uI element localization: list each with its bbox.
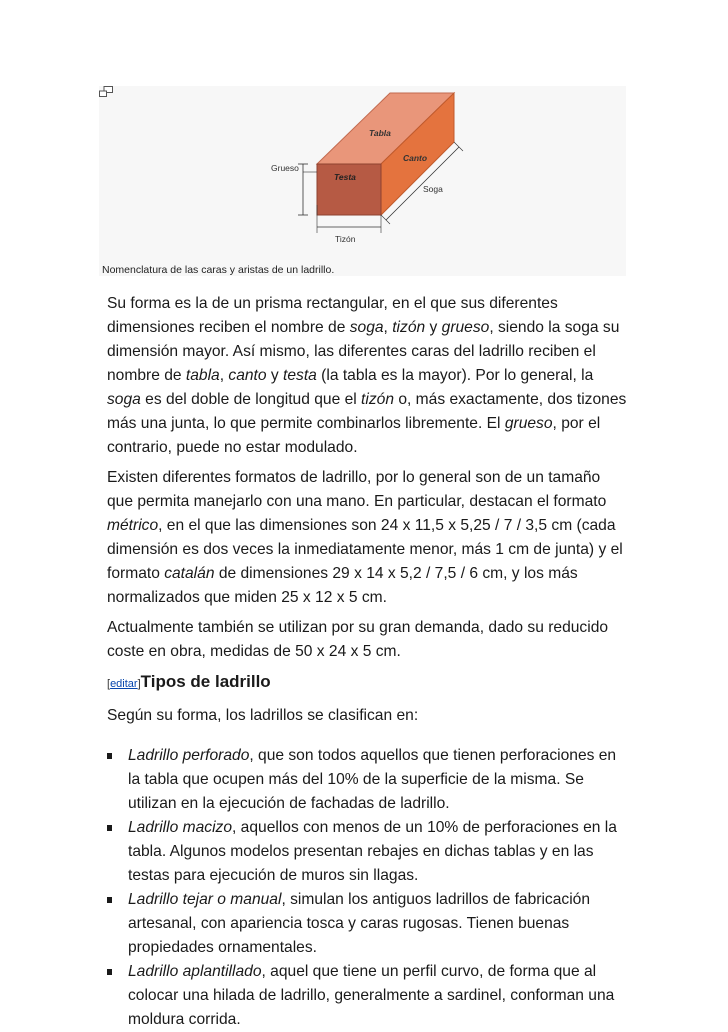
label-tabla: Tabla bbox=[369, 128, 391, 138]
edit-bracket-open: [ bbox=[107, 678, 111, 690]
bullet-icon bbox=[107, 897, 112, 903]
bullet-icon bbox=[107, 969, 112, 975]
section-intro: Según su forma, los ladrillos se clasifican en: bbox=[107, 707, 419, 724]
label-testa: Testa bbox=[334, 172, 356, 182]
magnify-clip-icon[interactable] bbox=[99, 86, 113, 97]
bullet-icon bbox=[107, 753, 112, 759]
brick-figure bbox=[99, 86, 626, 276]
label-canto: Canto bbox=[403, 153, 428, 163]
figure-caption: Nomenclatura de las caras y aristas de un ladrillo. bbox=[102, 264, 335, 276]
label-soga: Soga bbox=[423, 184, 443, 194]
list-item: Ladrillo perforado, que son todos aquellos que tienen perforaciones en la tabla que ocupen más del 10% de la superficie de la misma. Se utilizan en la ejecución de fachadas de ladrillo. bbox=[107, 744, 627, 816]
paragraph-shape: Su forma es la de un prisma rectangular, en el que sus diferentes dimensiones reciben el nombre de soga, tizón y grueso, siendo la soga su dimensión mayor. Así mismo, las diferentes caras del ladrillo reciben el nombre de tabla, canto y testa (la tabla es la mayor). Por lo general, la soga es del doble de longitud que el tizón o, más exactamente, dos tizones más una junta, lo que permite combinarlos libremente. El grueso, por el contrario, puede no estar modulado. bbox=[107, 295, 627, 456]
paragraph-current: Actualmente también se utilizan por su gran demanda, dado su reducido coste en obra, medidas de 50 x 24 x 5 cm. bbox=[107, 619, 609, 660]
label-grueso: Grueso bbox=[271, 163, 299, 173]
paragraph-formats: Existen diferentes formatos de ladrillo, por lo general son de un tamaño que permita manejarlo con una mano. En particular, destacan el formato métrico, en el que las dimensiones son 24 x 11,5 x 5,25 / 7 / 3,5 cm (cada dimensión es dos veces la inmediatamente menor, más 1 cm de junta) y el formato catalán de dimensiones 29 x 14 x 5,2 / 7,5 / 6 cm, y los más normalizados que miden 25 x 12 x 5 cm. bbox=[107, 469, 623, 606]
list-item: Ladrillo macizo, aquellos con menos de un 10% de perforaciones en la tabla. Algunos modelos presentan rebajes en dichas tablas y en las testas para ejecución de muros sin llagas. bbox=[107, 816, 627, 888]
brick-diagram bbox=[99, 86, 626, 276]
edit-link[interactable]: editar bbox=[110, 678, 138, 690]
edit-bracket-close: ] bbox=[137, 678, 141, 690]
bullet-icon bbox=[107, 825, 112, 831]
list-item: Ladrillo tejar o manual, simulan los antiguos ladrillos de fabricación artesanal, con apariencia tosca y caras rugosas. Tienen buenas propiedades ornamentales. bbox=[107, 888, 627, 960]
list-item: Ladrillo aplantillado, aquel que tiene un perfil curvo, de forma que al colocar una hilada de ladrillo, generalmente a sardinel, conforman una moldura corrida. bbox=[107, 960, 627, 1032]
label-tizon: Tizón bbox=[335, 234, 356, 244]
section-heading bbox=[107, 670, 627, 696]
section-title: Tipos de ladrillo bbox=[140, 672, 271, 691]
article-body bbox=[107, 292, 627, 1032]
brick-types-list bbox=[107, 744, 627, 1032]
